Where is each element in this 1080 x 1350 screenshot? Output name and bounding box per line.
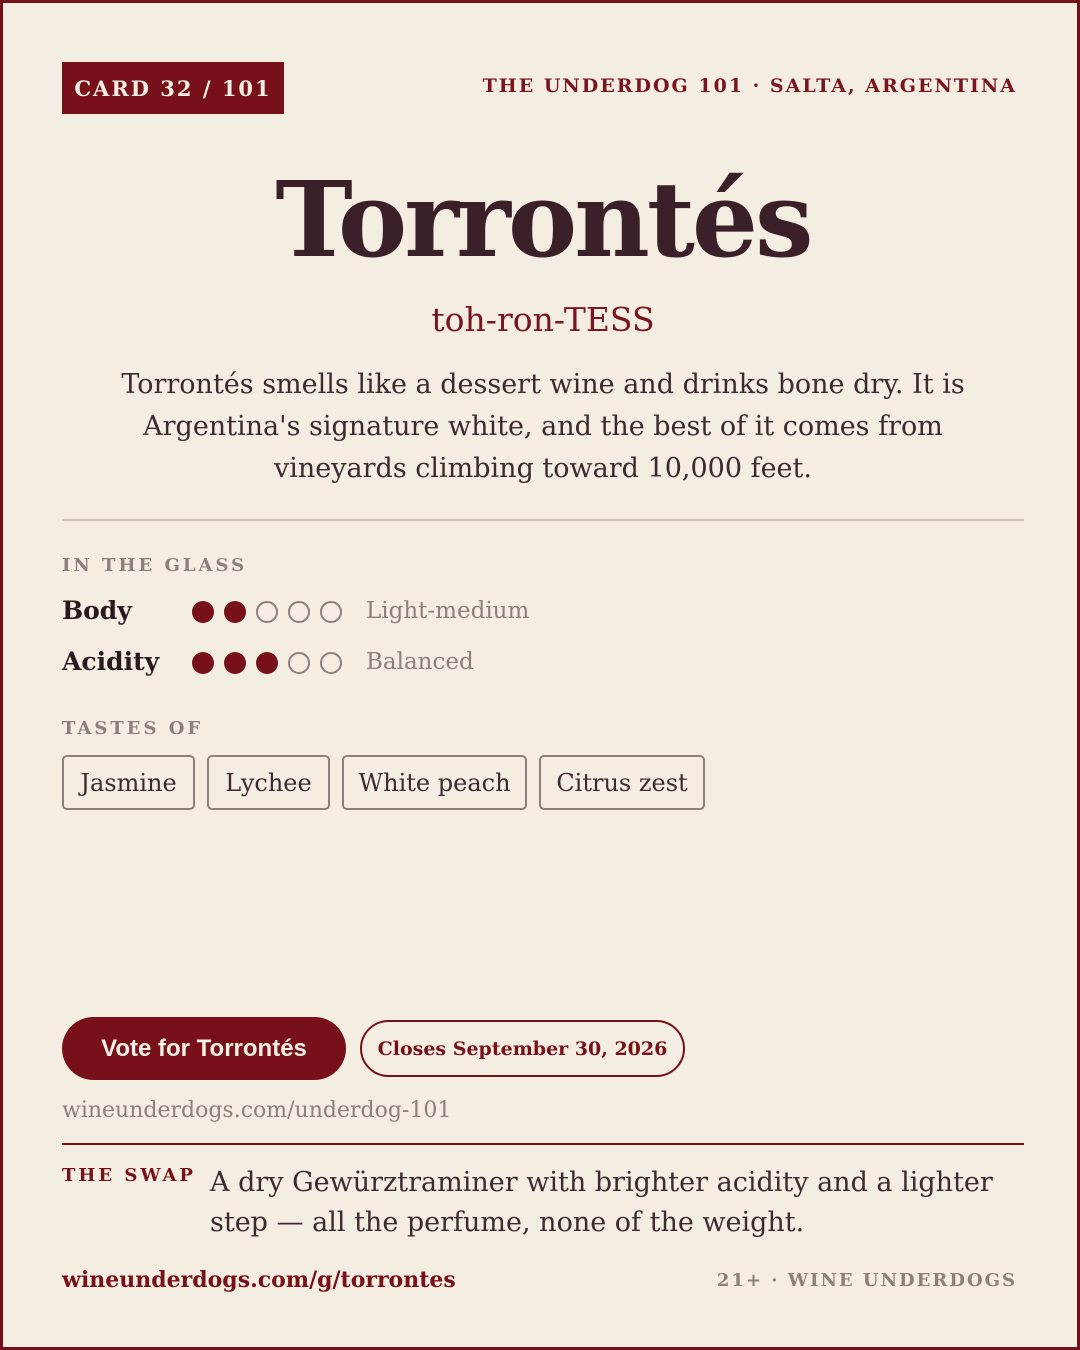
divider xyxy=(62,519,1024,521)
flavor-tag: Jasmine xyxy=(62,755,195,810)
filled-dot-icon xyxy=(192,601,214,623)
filled-dot-icon xyxy=(256,652,278,674)
wine-description: Torrontés smells like a dessert wine and drinks bone dry. It is Argentina's signature white, and the best of it comes from vineyards climbing toward 10,000 feet. xyxy=(121,369,965,484)
closing-date-pill: Closes September 30, 2026 xyxy=(360,1020,685,1077)
pronunciation: toh-ron-TESS xyxy=(431,300,655,339)
in-the-glass-label: IN THE GLASS xyxy=(62,555,248,576)
empty-dot-icon xyxy=(320,652,342,674)
filled-dot-icon xyxy=(224,652,246,674)
body-meter xyxy=(62,591,662,631)
acidity-meter xyxy=(62,642,662,682)
filled-dot-icon xyxy=(192,652,214,674)
tastes-of-label: TASTES OF xyxy=(62,718,204,739)
empty-dot-icon xyxy=(288,601,310,623)
filled-dot-icon xyxy=(224,601,246,623)
flavor-tag: White peach xyxy=(342,755,527,810)
empty-dot-icon xyxy=(256,601,278,623)
flavor-tag: Lychee xyxy=(207,755,330,810)
flavor-tag: Citrus zest xyxy=(539,755,705,810)
brand-footer: 21+ · WINE UNDERDOGS xyxy=(716,1270,1017,1291)
empty-dot-icon xyxy=(320,601,342,623)
empty-dot-icon xyxy=(288,652,310,674)
vote-button[interactable]: Vote for Torrontés xyxy=(62,1017,346,1080)
series-region-label: THE UNDERDOG 101 · SALTA, ARGENTINA xyxy=(482,75,1017,97)
card-number-badge: CARD 32 / 101 xyxy=(62,62,284,114)
meter-name: Acidity xyxy=(62,647,160,676)
vote-url: wineunderdogs.com/underdog-101 xyxy=(62,1098,452,1123)
meter-description: Light-medium xyxy=(366,598,530,624)
swap-text: A dry Gewürztraminer with brighter acidity and a lighter step — all the perfume, none of the weight. xyxy=(210,1167,993,1238)
wine-page-link[interactable]: wineunderdogs.com/g/torrontes xyxy=(62,1267,456,1293)
swap-label: THE SWAP xyxy=(62,1165,196,1186)
divider xyxy=(62,1143,1024,1145)
meter-name: Body xyxy=(62,596,132,625)
wine-title: Torrontés xyxy=(275,158,811,281)
meter-description: Balanced xyxy=(366,649,474,675)
